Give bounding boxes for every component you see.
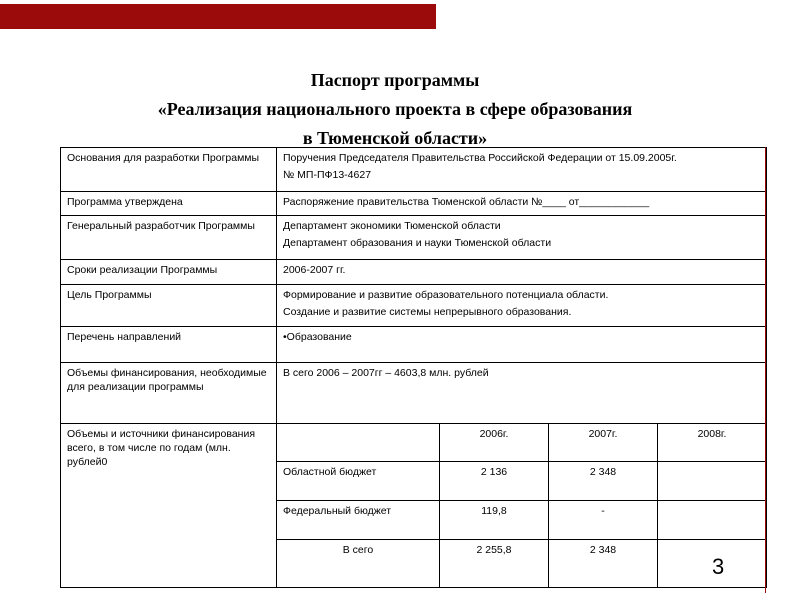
funding-source: Областной бюджет <box>277 462 440 501</box>
funding-value <box>658 501 767 540</box>
table-row <box>61 327 767 363</box>
year-header: 2006г. <box>440 424 549 462</box>
value-line: В сего 2006 – 2007гг – 4603,8 млн. рублей <box>283 367 489 379</box>
funding-value: 2 136 <box>440 462 549 501</box>
row-value <box>277 285 767 327</box>
funding-corner-cell <box>277 424 440 462</box>
top-accent-bar <box>0 4 436 29</box>
row-value <box>277 192 767 216</box>
funding-value: 2 348 <box>549 540 658 588</box>
title-line-3: в Тюменской области» <box>302 128 488 148</box>
page-title <box>0 66 790 153</box>
row-value <box>277 260 767 285</box>
funding-label: Объемы и источники финансирования всего, в том числе по годам (млн. рублей0 <box>61 424 277 588</box>
value-line: № МП-ПФ13-4627 <box>283 169 372 181</box>
table-row <box>61 260 767 285</box>
value-line: Департамент экономики Тюменской области <box>283 220 501 232</box>
table-row <box>61 285 767 327</box>
table-row <box>61 216 767 260</box>
program-passport-table <box>60 147 767 588</box>
funding-value <box>658 462 767 501</box>
value-line: Формирование и развитие образовательного потенциала области. <box>283 289 609 301</box>
row-value <box>277 327 767 363</box>
row-label: Цель Программы <box>61 285 277 327</box>
row-value <box>277 363 767 424</box>
funding-value: 2 255,8 <box>440 540 549 588</box>
value-line: Департамент образования и науки Тюменской области <box>283 237 552 249</box>
row-value <box>277 216 767 260</box>
value-line: Распоряжение правительства Тюменской области №____ от____________ <box>283 196 650 208</box>
row-label: Сроки реализации Программы <box>61 260 277 285</box>
page-number: 3 <box>712 554 725 579</box>
funding-source: Федеральный бюджет <box>277 501 440 540</box>
row-label: Перечень направлений <box>61 327 277 363</box>
value-line: •Образование <box>283 331 352 343</box>
title-line-2: «Реализация национального проекта в сфере образования <box>157 99 633 119</box>
value-line: Создание и развитие системы непрерывного образования. <box>283 306 572 318</box>
title-line-1: Паспорт программы <box>310 70 480 90</box>
row-label: Объемы финансирования, необходимые для реализации программы <box>61 363 277 424</box>
value-line: Поручения Председателя Правительства Российской Федерации от 15.09.2005г. <box>283 152 677 164</box>
funding-header-row <box>61 424 767 462</box>
row-value <box>277 148 767 192</box>
table-row <box>61 148 767 192</box>
table-row <box>61 363 767 424</box>
year-header: 2007г. <box>549 424 658 462</box>
funding-value: 119,8 <box>440 501 549 540</box>
funding-value: - <box>549 501 658 540</box>
right-accent-line <box>765 147 766 593</box>
row-label: Программа утверждена <box>61 192 277 216</box>
row-label: Генеральный разработчик Программы <box>61 216 277 260</box>
table-row <box>61 192 767 216</box>
funding-value: 2 348 <box>549 462 658 501</box>
value-line: 2006-2007 гг. <box>283 264 346 276</box>
funding-source: В сего <box>277 540 440 588</box>
year-header: 2008г. <box>658 424 767 462</box>
row-label: Основания для разработки Программы <box>61 148 277 192</box>
